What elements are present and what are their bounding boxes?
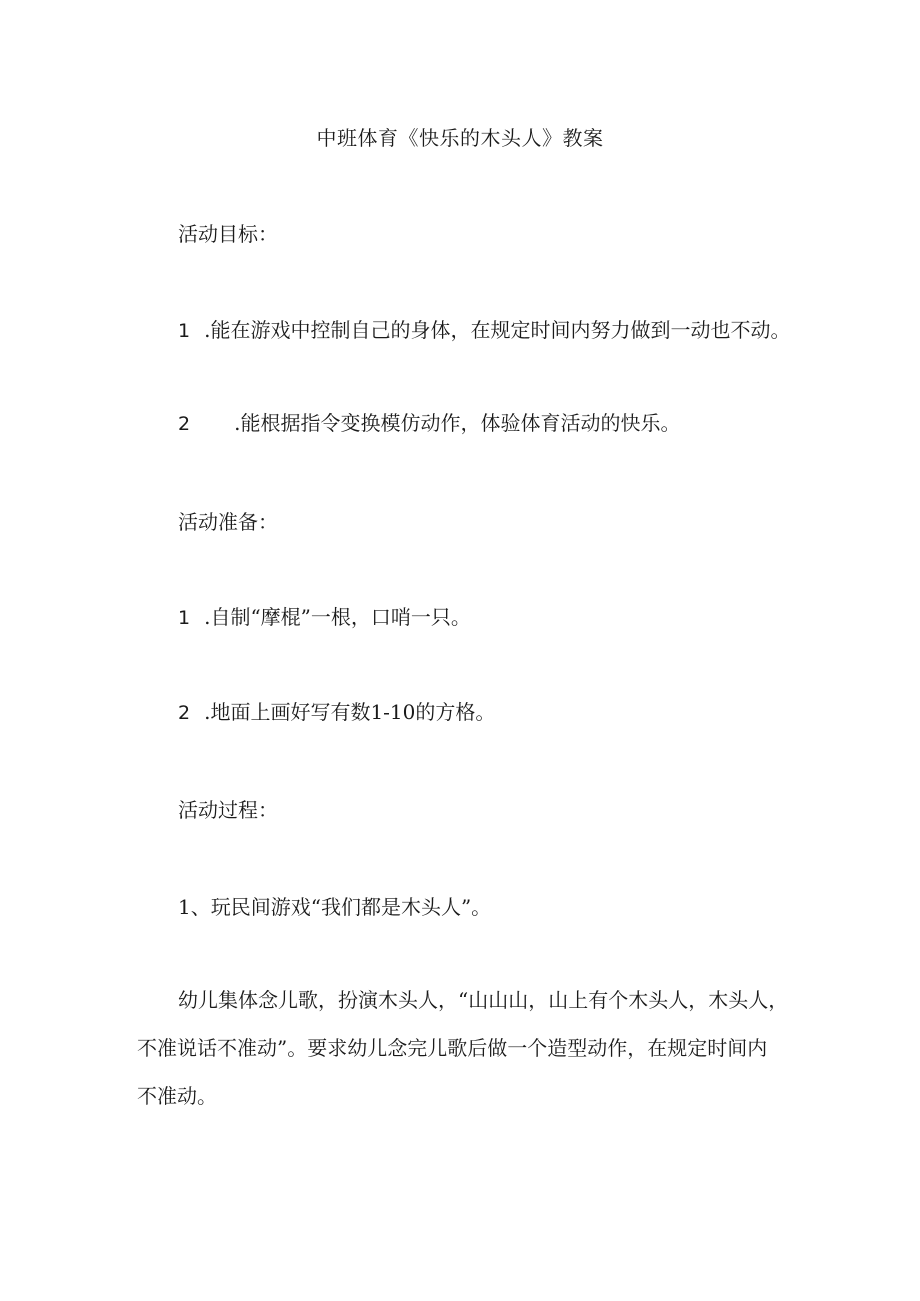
document-title: 中班体育《快乐的木头人》教案 (316, 126, 604, 150)
goal-item-2-text: .能根据指令变换模仿动作，体验体育活动的快乐。 (234, 411, 681, 435)
goal-item-1 (178, 318, 790, 343)
prep-item-2 (178, 700, 495, 725)
section-heading-goals: 活动目标： (178, 222, 278, 246)
prep-item-1-text: .自制“摩棍”一根，口哨一只。 (204, 605, 471, 629)
section-heading-preparation: 活动准备： (178, 510, 278, 534)
goal-item-1-text: .能在游戏中控制自己的身体，在规定时间内努力做到一动也不动。 (204, 318, 791, 342)
process-paragraph-line-1: 幼儿集体念儿歌，扮演木头人，“山山山，山上有个木头人，木头人， (178, 988, 789, 1012)
process-step-1: 1、玩民间游戏“我们都是木头人”。 (178, 895, 492, 919)
goal-item-1-number: 1 (178, 320, 191, 342)
prep-item-2-number: 2 (178, 702, 191, 724)
section-heading-process: 活动过程： (178, 798, 278, 822)
prep-item-1 (178, 605, 471, 630)
prep-item-2-text: .地面上画好写有数1-10的方格。 (204, 700, 496, 724)
prep-item-1-number: 1 (178, 607, 191, 629)
goal-item-2-number: 2 (178, 413, 191, 435)
goal-item-2 (178, 411, 680, 436)
process-paragraph-line-3: 不准动。 (137, 1084, 217, 1108)
process-paragraph-line-2: 不准说话不准动”。要求幼儿念完儿歌后做一个造型动作，在规定时间内 (137, 1036, 768, 1060)
